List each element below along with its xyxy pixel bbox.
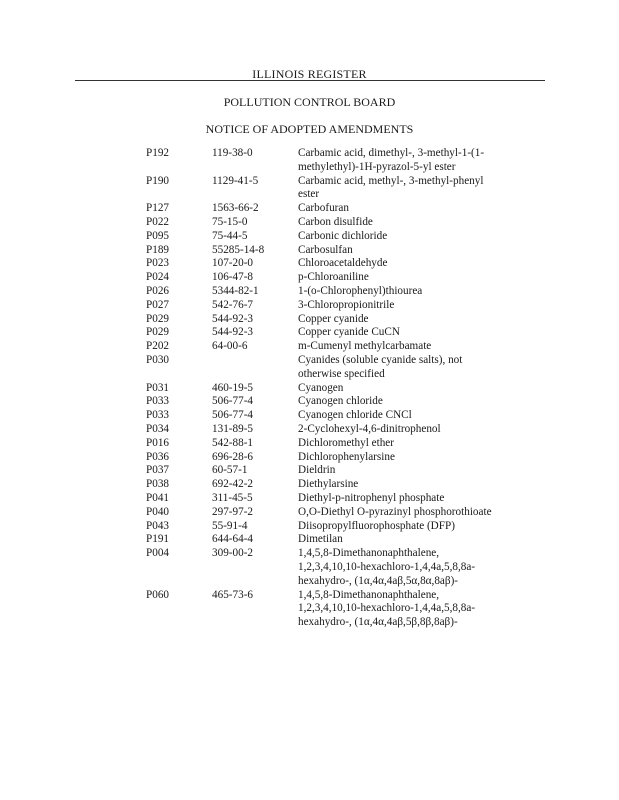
table-row xyxy=(0,464,619,478)
waste-code: P022 xyxy=(146,215,170,228)
cas-number: 55-91-4 xyxy=(212,519,248,532)
cas-number: 64-00-6 xyxy=(212,340,248,353)
cas-number: 544-92-3 xyxy=(212,326,254,339)
table-row xyxy=(0,478,619,492)
substance-name: Carbon disulfide xyxy=(298,215,373,228)
cas-number: 506-77-4 xyxy=(212,395,254,408)
cas-number: 75-44-5 xyxy=(212,229,248,242)
cas-number: 60-57-1 xyxy=(212,464,248,477)
substance-name: Diisopropylfluorophosphate (DFP) xyxy=(298,519,455,532)
cas-number: 131-89-5 xyxy=(212,422,254,435)
cas-number: 106-47-8 xyxy=(212,271,254,284)
table-row xyxy=(0,451,619,465)
table-row xyxy=(0,409,619,423)
substance-name: Carbosulfan xyxy=(298,243,353,256)
table-row xyxy=(0,423,619,437)
cas-number: 696-28-6 xyxy=(212,450,254,463)
substance-name: 1,4,5,8-Dimethanonaphthalene, 1,2,3,4,10,10-hexachloro-1,4,4a,5,8,8a-hexahydro-, (1α,4α,4aβ,5β,8β,8aβ)- xyxy=(298,588,476,629)
waste-code: P095 xyxy=(146,229,170,242)
waste-code: P026 xyxy=(146,284,170,297)
cas-number: 75-15-0 xyxy=(212,215,248,228)
substance-name: Cyanogen chloride xyxy=(298,395,383,408)
substance-name: p-Chloroaniline xyxy=(298,271,369,284)
table-row xyxy=(0,520,619,534)
waste-code: P191 xyxy=(146,533,170,546)
waste-code: P038 xyxy=(146,478,170,491)
board-name: POLLUTION CONTROL BOARD xyxy=(223,95,396,109)
cas-number: 55285-14-8 xyxy=(212,243,265,256)
substance-name: Dichloromethyl ether xyxy=(298,436,394,449)
substance-name: Dimetilan xyxy=(298,533,343,546)
waste-code: P027 xyxy=(146,298,170,311)
substance-name: Cyanogen chloride CNCl xyxy=(298,409,412,422)
cas-number: 311-45-5 xyxy=(212,491,253,504)
cas-number: 297-97-2 xyxy=(212,505,254,518)
waste-code: P060 xyxy=(146,588,170,601)
cas-number: 542-76-7 xyxy=(212,298,254,311)
table-row xyxy=(0,216,619,230)
register-title: ILLINOIS REGISTER xyxy=(252,67,367,81)
substance-name: Chloroacetaldehyde xyxy=(298,257,388,270)
cas-number: 544-92-3 xyxy=(212,312,254,325)
substance-name: Diethylarsine xyxy=(298,478,359,491)
waste-code: P023 xyxy=(146,257,170,270)
waste-code-table xyxy=(0,147,619,630)
cas-number: 119-38-0 xyxy=(212,147,253,159)
waste-code: P033 xyxy=(146,395,170,408)
table-row xyxy=(0,326,619,340)
waste-code: P004 xyxy=(146,547,170,560)
cas-number: 506-77-4 xyxy=(212,409,254,422)
cas-number: 1563-66-2 xyxy=(212,202,259,215)
waste-code: P033 xyxy=(146,409,170,422)
substance-name: Cyanides (soluble cyanide salts), not otherwise specified xyxy=(298,353,463,380)
table-row xyxy=(0,285,619,299)
table-row xyxy=(0,395,619,409)
table-row xyxy=(0,354,619,382)
waste-code: P029 xyxy=(146,312,170,325)
substance-name: Diethyl-p-nitrophenyl phosphate xyxy=(298,491,445,504)
table-row xyxy=(0,230,619,244)
cas-number: 107-20-0 xyxy=(212,257,254,270)
substance-name: Carbamic acid, dimethyl-, 3-methyl-1-(1-methylethyl)-1H-pyrazol-5-yl ester xyxy=(298,147,485,173)
waste-code: P036 xyxy=(146,450,170,463)
table-row xyxy=(0,147,619,175)
waste-code: P040 xyxy=(146,505,170,518)
table-row xyxy=(0,257,619,271)
notice-title: NOTICE OF ADOPTED AMENDMENTS xyxy=(205,122,414,136)
waste-code: P034 xyxy=(146,422,170,435)
table-row xyxy=(0,313,619,327)
waste-code: P024 xyxy=(146,271,170,284)
table-row xyxy=(0,437,619,451)
waste-code: P029 xyxy=(146,326,170,339)
substance-name: O,O-Diethyl O-pyrazinyl phosphorothioate xyxy=(298,505,492,518)
waste-code: P127 xyxy=(146,202,170,215)
table-row xyxy=(0,175,619,203)
substance-name: Cyanogen xyxy=(298,381,344,394)
substance-name: m-Cumenyl methylcarbamate xyxy=(298,340,432,353)
cas-number: 309-00-2 xyxy=(212,547,254,560)
table-row xyxy=(0,533,619,547)
substance-name: Carbofuran xyxy=(298,202,349,215)
header-rule xyxy=(75,80,545,81)
substance-name: 2-Cyclohexyl-4,6-dinitrophenol xyxy=(298,422,441,435)
table-row xyxy=(0,547,619,588)
cas-number: 5344-82-1 xyxy=(212,284,259,297)
table-row xyxy=(0,202,619,216)
table-row xyxy=(0,506,619,520)
table-row xyxy=(0,589,619,630)
waste-code: P192 xyxy=(146,147,170,159)
cas-number: 460-19-5 xyxy=(212,381,254,394)
substance-name: Carbamic acid, methyl-, 3-methyl-phenyl ester xyxy=(298,174,484,201)
table-row xyxy=(0,492,619,506)
substance-name: Copper cyanide xyxy=(298,312,369,325)
cas-number: 692-42-2 xyxy=(212,478,254,491)
waste-code: P037 xyxy=(146,464,170,477)
substance-name: Dichlorophenylarsine xyxy=(298,450,395,463)
cas-number: 1129-41-5 xyxy=(212,174,259,187)
substance-name: Carbonic dichloride xyxy=(298,229,388,242)
table-row xyxy=(0,340,619,354)
table-row xyxy=(0,382,619,396)
waste-code: P043 xyxy=(146,519,170,532)
substance-name: 1-(o-Chlorophenyl)thiourea xyxy=(298,284,423,297)
waste-code: P030 xyxy=(146,353,170,366)
waste-code: P016 xyxy=(146,436,170,449)
waste-code: P031 xyxy=(146,381,170,394)
cas-number: 644-64-4 xyxy=(212,533,254,546)
substance-name: Dieldrin xyxy=(298,464,336,477)
waste-code: P190 xyxy=(146,174,170,187)
table-row xyxy=(0,271,619,285)
waste-code: P041 xyxy=(146,491,170,504)
cas-number: 465-73-6 xyxy=(212,588,254,601)
waste-code: P189 xyxy=(146,243,170,256)
table-row xyxy=(0,299,619,313)
table-row xyxy=(0,244,619,258)
substance-name: 1,4,5,8-Dimethanonaphthalene, 1,2,3,4,10,10-hexachloro-1,4,4a,5,8,8a-hexahydro-, (1α,4α,4aβ,5α,8α,8aβ)- xyxy=(298,547,476,587)
waste-code: P202 xyxy=(146,340,170,353)
substance-name: 3-Chloropropionitrile xyxy=(298,298,395,311)
cas-number: 542-88-1 xyxy=(212,436,254,449)
substance-name: Copper cyanide CuCN xyxy=(298,326,400,339)
